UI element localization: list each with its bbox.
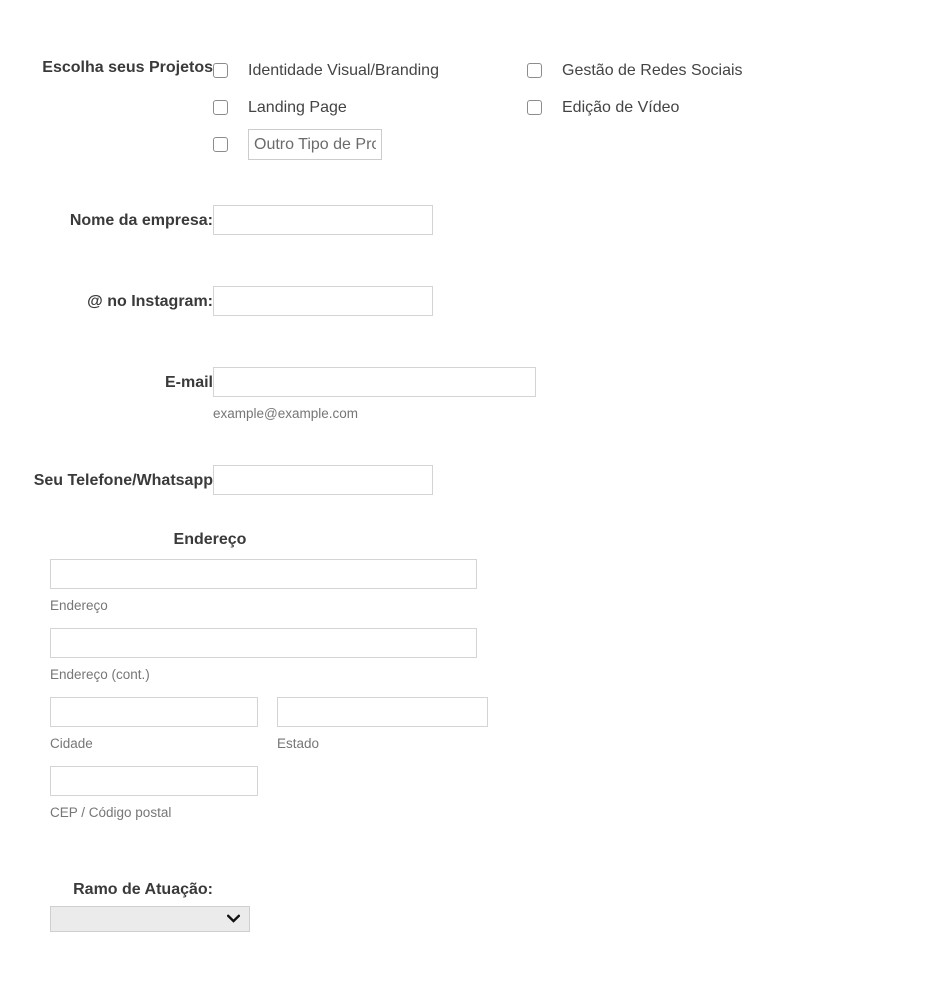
address-state-input[interactable] <box>277 697 488 727</box>
checkbox-label: Edição de Vídeo <box>562 98 680 116</box>
address-postal-input[interactable] <box>50 766 258 796</box>
email-label: E-mail <box>164 374 213 391</box>
address-city-input[interactable] <box>50 697 258 727</box>
address-state-group <box>277 697 488 752</box>
company-input[interactable] <box>213 205 433 235</box>
projects-options-column-right <box>527 52 827 163</box>
email-field-row <box>0 367 930 422</box>
instagram-input[interactable] <box>213 286 433 316</box>
phone-field-row <box>0 465 930 495</box>
instagram-field-row <box>0 286 930 316</box>
industry-label: Ramo de Atuação: <box>73 881 213 898</box>
address-line1-input[interactable] <box>50 559 477 589</box>
checkbox-box[interactable] <box>213 137 228 152</box>
checkbox-label: Gestão de Redes Sociais <box>562 61 743 79</box>
address-fields <box>0 559 930 821</box>
industry-select-wrap <box>50 906 250 932</box>
industry-select[interactable] <box>50 906 250 932</box>
address-line2-group <box>50 628 930 683</box>
checkbox-box[interactable] <box>213 63 228 78</box>
address-state-hint: Estado <box>277 736 320 751</box>
instagram-label: @ no Instagram: <box>87 293 213 310</box>
checkbox-option-other[interactable] <box>213 126 527 163</box>
address-line2-hint: Endereço (cont.) <box>50 667 150 682</box>
address-postal-group <box>50 766 930 821</box>
phone-input[interactable] <box>213 465 433 495</box>
checkbox-label: Landing Page <box>248 98 347 116</box>
email-control <box>213 367 930 422</box>
address-line1-group <box>50 559 930 614</box>
phone-control <box>213 465 930 495</box>
address-line1-hint: Endereço <box>50 598 108 613</box>
company-label: Nome da empresa: <box>69 212 213 229</box>
projects-options-column-left <box>213 52 527 163</box>
address-title: Endereço <box>173 531 247 548</box>
company-control <box>213 205 930 235</box>
email-input[interactable] <box>213 367 536 397</box>
industry-field-group <box>0 881 930 932</box>
address-line2-input[interactable] <box>50 628 477 658</box>
checkbox-option-gestao-de-redes-sociais[interactable] <box>527 52 827 89</box>
checkbox-label: Identidade Visual/Branding <box>248 61 439 79</box>
company-field-row <box>0 205 930 235</box>
checkbox-option-landing-page[interactable] <box>213 89 527 126</box>
other-project-input[interactable] <box>248 129 382 160</box>
address-city-hint: Cidade <box>50 736 93 751</box>
checkbox-box[interactable] <box>527 100 542 115</box>
projects-label: Escolha seus Projetos <box>42 59 213 76</box>
checkbox-box[interactable] <box>213 100 228 115</box>
checkbox-box[interactable] <box>527 63 542 78</box>
address-postal-hint: CEP / Código postal <box>50 805 172 820</box>
address-city-state-row <box>50 697 930 752</box>
instagram-control <box>213 286 930 316</box>
address-city-group <box>50 697 268 752</box>
checkbox-option-identidade-visual-branding[interactable] <box>213 52 527 89</box>
phone-label: Seu Telefone/Whatsapp <box>33 472 213 489</box>
email-hint: example@example.com <box>213 406 359 421</box>
projects-field-group <box>0 52 930 163</box>
projects-options-grid <box>213 52 930 163</box>
checkbox-option-edicao-de-video[interactable] <box>527 89 827 126</box>
address-field-group <box>0 531 930 821</box>
